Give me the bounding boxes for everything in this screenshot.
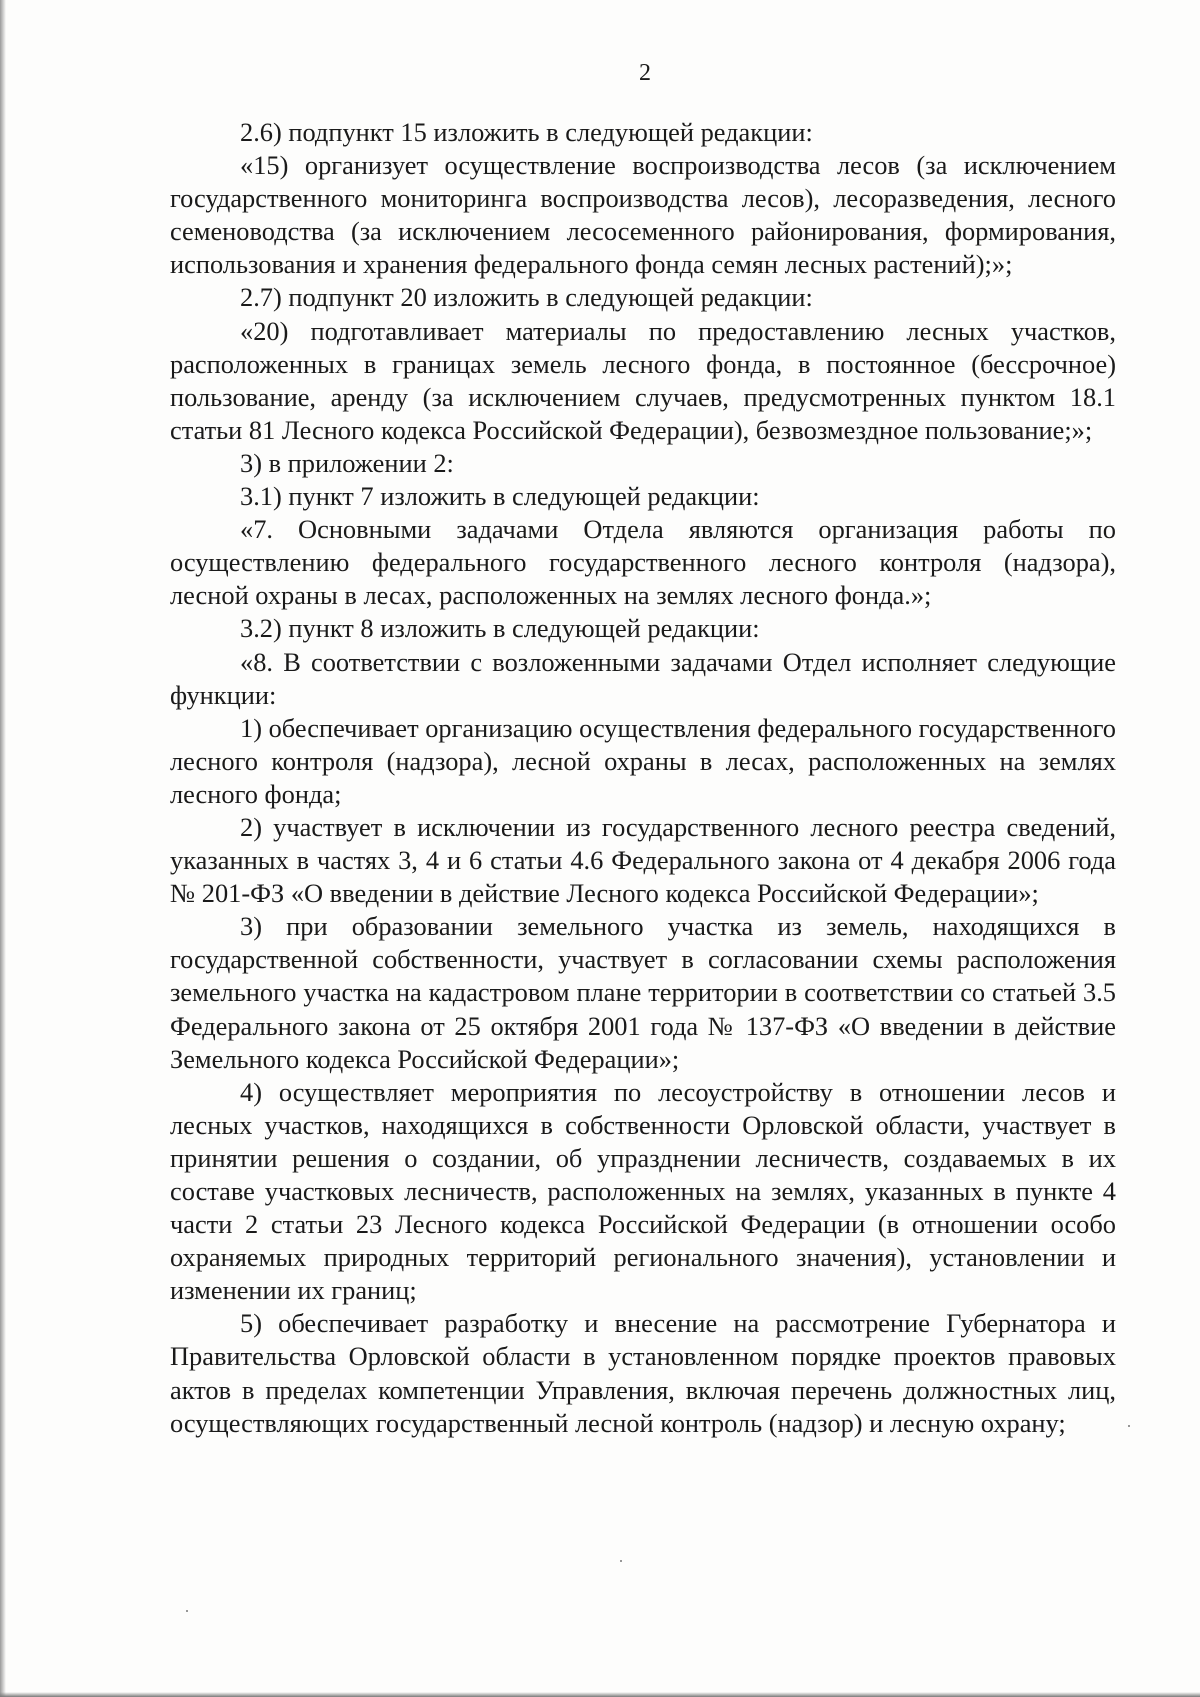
- paragraph-function-2: 2) участвует в исключении из государственного лесного реестра сведений, указанных в частях 3, 4 и 6 статьи 4.6 Федерального закона от 4 декабря 2006 года № 201-ФЗ «О введении в действие Лесного кодекса Российской Федерации»;: [170, 811, 1116, 909]
- scan-speck: [620, 1560, 622, 1562]
- paragraph-function-4: 4) осуществляет мероприятия по лесоустройству в отношении лесов и лесных участков, находящихся в собственности Орловской области, участвует в принятии решения о создании, об упразднении лесничеств, создаваемых в их составе участковых лесничеств, расположенных на землях, указанных в пункте 4 части 2 статьи 23 Лесного кодекса Российской Федерации (в отношении особо охраняемых природных территорий регионального значения), установлении и изменении их границ;: [170, 1076, 1116, 1306]
- paragraph-item-20: «20) подготавливает материалы по предоставлению лесных участков, расположенных в границах земель лесного фонда, в постоянное (бессрочное) пользование, аренду (за исключением случаев, предусмотренных пунктом 18.1 статьи 81 Лесного кодекса Российской Федерации), безвозмездное пользование;»;: [170, 315, 1116, 445]
- paragraph-function-1: 1) обеспечивает организацию осуществления федерального государственного лесного контроля (надзора), лесной охраны в лесах, расположенных на землях лесного фонда;: [170, 712, 1116, 809]
- document-body: [170, 116, 1116, 1440]
- paragraph-3-2: 3.2) пункт 8 изложить в следующей редакции:: [240, 613, 760, 644]
- paragraph-function-3: 3) при образовании земельного участка из земель, находящихся в государственной собственности, участвует в согласовании схемы расположения земельного участка на кадастровом плане территории в соответствии со статьей 3.5 Федерального закона от 25 октября 2001 года № 137-ФЗ «О введении в действие Земельного кодекса Российской Федерации»;: [170, 911, 1116, 1074]
- paragraph-function-5: 5) обеспечивает разработку и внесение на рассмотрение Губернатора и Правительства Орловской области в установленном порядке проектов правовых актов в пределах компетенции Управления, включая перечень должностных лиц, осуществляющих государственный лесной контроль (надзор) и лесную охрану;: [170, 1308, 1116, 1438]
- scan-speck: [1128, 1425, 1130, 1427]
- paragraph-item-8: «8. В соответствии с возложенными задачами Отдел исполняет следующие функции:: [170, 646, 1116, 710]
- paragraph-3: 3) в приложении 2:: [240, 447, 454, 478]
- scan-speck: [186, 1610, 188, 1612]
- paragraph-item-7: «7. Основными задачами Отдела являются организация работы по осуществлению федерального государственного лесного контроля (надзора), лесной охраны в лесах, расположенных на землях лесного фонда.»;: [170, 514, 1116, 611]
- paragraph-3-1: 3.1) пункт 7 изложить в следующей редакции:: [240, 481, 760, 512]
- scan-shadow-left: [0, 0, 6, 1697]
- page-number: 2: [639, 60, 651, 86]
- paragraph-item-15: «15) организует осуществление воспроизводства лесов (за исключением государственного мониторинга воспроизводства лесов), лесоразведения, лесного семеноводства (за исключением лесосеменного районирования, формирования, использования и хранения федерального фонда семян лесных растений);»;: [170, 150, 1116, 280]
- scan-shadow-bottom: [0, 1692, 1200, 1697]
- paragraph-2-7: 2.7) подпункт 20 изложить в следующей редакции:: [240, 282, 813, 313]
- paragraph-2-6: 2.6) подпункт 15 изложить в следующей редакции:: [240, 117, 813, 147]
